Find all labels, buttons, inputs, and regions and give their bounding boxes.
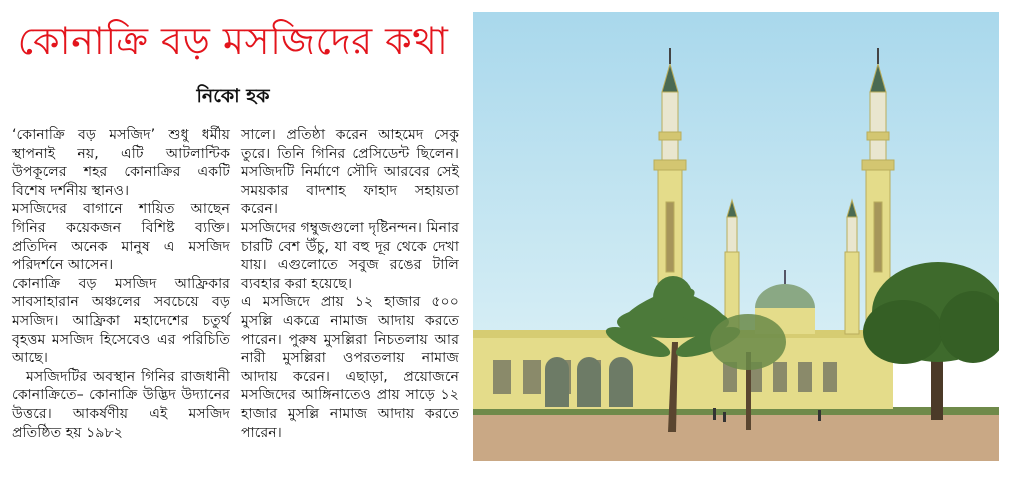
ground [473,407,999,461]
article-headline: কোনাক্রি বড় মসজিদের কথা [17,19,449,63]
article-byline: নিকো হক [196,85,270,107]
paragraph: মসজিদের বাগানে শায়িত আছেন গিনির কয়েকজন বিশিষ্ট ব্যক্তি। প্রতিদিন অনেক মানুষ এ মসজিদ পরিদর্শনে আসেন। [12,201,230,274]
article-column-1 [12,126,230,442]
minaret-small-right [845,200,859,334]
paragraph: কোনাক্রি বড় মসজিদ আফ্রিকার সাবসাহারান অঞ্চলের সবচেয়ে বড় মসজিদ। আফ্রিকা মহাদেশের চতুর্থ বৃহত্তম মসজিদ হিসেবেও এর পরিচিতি আছে। [12,275,230,367]
paragraph: মসজিদটির অবস্থান গিনির রাজধানী কোনাক্রিতে– কোনাক্রি উদ্ভিদ উদ্যানের উত্তরে। আকর্ষণীয় এই মসজিদ প্রতিষ্ঠিত হয় ১৯৮২ [12,368,230,441]
paragraph: মসজিদের গম্বুজগুলো দৃষ্টিনন্দন। মিনার চারটি বেশ উঁচু, যা বহু দূর থেকে দেখা যায়। এগুলোতে সবুজ রঙের টালি ব্যবহার করা হয়েছে। [241,219,459,292]
minaret-small-left [725,200,739,334]
paragraph: সালে। প্রতিষ্ঠা করেন আহমেদ সেকু তুরে। তিনি গিনির প্রেসিডেন্ট ছিলেন। মসজিদটি নির্মাণে সৌদি আরবের সেই সময়কার বাদশাহ ফাহাদ সহায়তা করেন। [241,127,459,218]
article-column-2 [241,126,459,442]
mosque-photo [473,12,999,461]
mosque-illustration [473,12,999,461]
paragraph: ‘কোনাক্রি বড় মসজিদ’ শুধু ধর্মীয় স্থাপনাই নয়, এটি আটলান্টিক উপকূলের শহর কোনাক্রির একটি বিশেষ দর্শনীয় স্থানও। [12,127,230,199]
paragraph: এ মসজিদে প্রায় ১২ হাজার ৫০০ মুসল্লি একত্রে নামাজ আদায় করতে পারেন। পুরুষ মুসল্লিরা নিচতলায় আর নারী মুসল্লিরা ওপরতলায় নামাজ আদায় করেন। এছাড়া, প্রয়োজনে মসজিদের আঙ্গিনাতেও প্রায় সাড়ে ১২ হাজার মুসল্লি নামাজ আদায় করতে পারেন। [241,294,459,441]
